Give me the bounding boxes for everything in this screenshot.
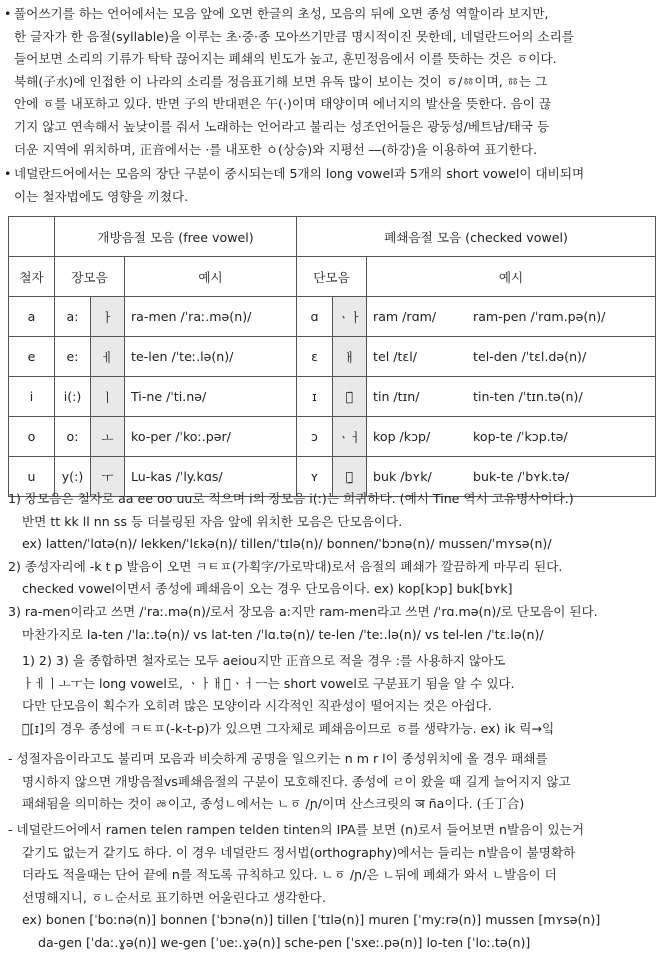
- spelling-cell: a: [9, 297, 55, 337]
- short-example-word: kop-te /ˈkɔp.tə/: [473, 429, 568, 444]
- paragraph-vowel-length: [4, 163, 656, 208]
- vowel-table: [8, 216, 656, 497]
- long-ipa-cell: a:: [55, 297, 91, 337]
- note-line: checked vowel이면서 종성에 폐쇄음이 오는 경우 단모음이다. ex) kop[kɔp] buk[bʏk]: [22, 581, 513, 597]
- long-example-cell: Ti-ne /ˈti.nə/: [125, 377, 297, 417]
- text-line: 이는 철자법에도 영향을 끼쳤다.: [14, 188, 189, 204]
- col-example: 예시: [367, 257, 656, 297]
- short-example-word: tel /tɛl/: [373, 349, 417, 364]
- short-example-cell: [367, 417, 656, 457]
- note-line: 2) 종성자리에 -k t p 발음이 오면 ㅋㅌㅍ(가획字/가로막대)로서 음절의 폐쇄가 깔끔하게 마무리 된다.: [8, 558, 563, 574]
- short-hangul-cell: ㆍㅓ: [333, 417, 367, 457]
- short-ipa-cell: ɔ: [297, 417, 333, 457]
- note-line: 1) 장모음은 철자로 aa ee oo uu로 적으며 i의 장모음 i(:)는 희귀하다. (예시 Tine 역시 고유명사이다.): [8, 491, 574, 506]
- short-example-word: buk-te /ˈbʏk.tə/: [473, 469, 570, 484]
- text-line: 기지 않고 연속해서 높낮이를 줘서 노래하는 언어라고 불리는 성조언어들은 광둥성/베트남/태국 등: [14, 118, 550, 134]
- short-hangul-cell: ㅣ̈: [333, 377, 367, 417]
- text-line: 더운 지역에 위치하며, 正音에서는 ·를 내포한 ㆁ(상승)와 지평선 ―(하강)을 이용하여 표기한다.: [14, 141, 538, 157]
- long-ipa-cell: y(:): [55, 457, 91, 497]
- short-hangul-cell: ㆍㅏ: [333, 297, 367, 337]
- spelling-cell: o: [9, 417, 55, 457]
- dash-line: da-gen [ˈdaː.ɣə(n)] we-gen [ˈʋeː.ɣə(n)] sche-pen [ˈsxeː.pə(n)] lo-ten [ˈloː.tə(n)]: [38, 934, 531, 950]
- long-example-cell: Lu-kas /ˈly.kɑs/: [125, 457, 297, 497]
- dash-line: - 네덜란드어에서 ramen telen rampen telden tinten의 IPA를 보면 (n)로서 들어보면 n발음이 있는거: [8, 822, 584, 837]
- table-row: [9, 297, 656, 337]
- note-line: 3) ra-men이라고 쓰면 /ˈraː.mə(n)/로서 장모음 a:지만 ram-men라고 쓰면 /ˈrɑ.mə(n)/로 단모음이 된다.: [8, 603, 598, 619]
- spelling-cell: u: [9, 457, 55, 497]
- short-example-word: ram /rɑm/: [373, 309, 437, 324]
- dash-line: - 성절자음이라고도 불리며 모음과 비슷하게 공명을 일으키는 n m r l이 종성위치에 올 경우 패쇄를: [8, 751, 548, 766]
- table-row: [9, 337, 656, 377]
- bullet-dot: •: [4, 166, 12, 181]
- text-line: 북해(子水)에 인접한 이 나라의 소리를 정음표기해 보면 유독 많이 보이는 것이 ㆆ/ㆅ이며, ㆅ는 그: [14, 73, 548, 89]
- long-example-cell: te-len /ˈteː.lə(n)/: [125, 337, 297, 377]
- text-line: 안에 ㆆ를 내포하고 있다. 반면 子의 반대편은 午(·)이며 태양이며 에너지의 발산을 뜻한다. 음이 끊: [14, 96, 552, 112]
- dash-line: 더라도 적을때는 단어 끝에 n를 적도록 규칙하고 있다. ㄴㆆ /ɲ/은 ㄴ뒤에 폐쇄가 와서 ㄴ발음이 더: [22, 867, 557, 883]
- long-ipa-cell: o:: [55, 417, 91, 457]
- note-line: 반면 tt kk ll nn ss 등 더블링된 자음 앞에 위치한 모음은 단모음이다.: [22, 513, 403, 529]
- long-hangul-cell: ㅜ: [91, 457, 125, 497]
- col-short-vowel: 단모음: [297, 257, 367, 297]
- short-example-word: tin /tɪn/: [373, 389, 420, 404]
- short-example-word: buk /bʏk/: [373, 469, 432, 484]
- short-ipa-cell: ɑ: [297, 297, 333, 337]
- short-example-word: ram-pen /ˈrɑm.pə(n)/: [473, 309, 606, 324]
- short-ipa-cell: ɛ: [297, 337, 333, 377]
- dash-line: 선명해지니, ㆆㄴ순서로 표기하면 어울린다고 생각한다.: [22, 889, 326, 905]
- dash-line: 같기도 없는거 같기도 하다. 이 경우 네덜란드 정서법(orthography)에서는 들리는 n발음이 불명확하: [22, 844, 576, 860]
- col-example: 예시: [125, 257, 297, 297]
- short-hangul-cell: ㅐ: [333, 337, 367, 377]
- header-free-vowel: 개방음절 모음 (free vowel): [55, 217, 297, 257]
- short-ipa-cell: ʏ: [297, 457, 333, 497]
- numbered-notes: [8, 488, 656, 646]
- summary-line: 1) 2) 3) 을 종합하면 철자로는 모두 aeiou지만 正音으로 적을 경우 :를 사용하지 않아도: [22, 653, 506, 668]
- text-line: 풀어쓰기를 하는 언어에서는 모음 앞에 오면 한글의 초성, 모음의 뒤에 오면 종성 역할이라 보지만,: [14, 6, 549, 21]
- short-example-word: kop /kɔp/: [373, 429, 431, 444]
- col-spelling: 철자: [9, 257, 55, 297]
- summary-line: ㅣ̈[ɪ]의 경우 종성에 ㅋㅌㅍ(-k-t-p)가 있으면 그자체로 폐쇄음이므로 ㆆ를 생략가능. ex) ik 릭→잌: [22, 720, 555, 736]
- dash-note-syllabic-consonants: [8, 748, 656, 816]
- dash-line: 명시하지 않으면 개방음절vs폐쇄음절의 구분이 모호해진다. 종성에 ㄹ이 왔을 때 길게 늘어지지 않고: [22, 773, 571, 789]
- bullet-dot: •: [4, 6, 12, 21]
- text-line: 들어보면 소리의 기류가 탁탁 끊어지는 폐쇄의 빈도가 높고, 훈민정음에서 이를 뜻하는 것은 ㆆ이다.: [14, 51, 557, 67]
- short-hangul-cell: ㅡ̱: [333, 457, 367, 497]
- short-example-cell: [367, 377, 656, 417]
- short-ipa-cell: ɪ: [297, 377, 333, 417]
- long-example-cell: ra-men /ˈraː.mə(n)/: [125, 297, 297, 337]
- paragraph-syllable-closure: [4, 3, 656, 161]
- dash-line: 패쇄됨을 의미하는 것이 ㅀ이고, 종성ㄴ에서는 ㄴㆆ /ɲ/이며 산스크릿의 ञ ña이다. (壬丁合): [22, 796, 525, 812]
- dash-line: ex) bonen [ˈboːnə(n)] bonnen [ˈbɔnə(n)] tillen [ˈtɪlə(n)] muren [ˈmyːrə(n)] mussen [mʏsə(n)]: [22, 912, 601, 928]
- table-row: [9, 417, 656, 457]
- long-hangul-cell: ㅏ: [91, 297, 125, 337]
- dash-note-final-n: [8, 819, 656, 955]
- text-line: 네덜란드어에서는 모음의 장단 구분이 중시되는데 5개의 long vowel과 5개의 short vowel이 대비되며: [14, 166, 585, 181]
- spelling-cell: i: [9, 377, 55, 417]
- long-ipa-cell: e:: [55, 337, 91, 377]
- short-example-word: tel-den /ˈtɛl.də(n)/: [473, 349, 587, 364]
- long-example-cell: ko-per /ˈkoː.pər/: [125, 417, 297, 457]
- col-long-vowel: 장모음: [55, 257, 125, 297]
- short-example-word: tin-ten /ˈtɪn.tə(n)/: [473, 389, 583, 404]
- short-example-cell: [367, 297, 656, 337]
- long-hangul-cell: ㅣ: [91, 377, 125, 417]
- summary-line: ㅏㅔㅣㅗㅜ는 long vowel로, ㆍㅏㅐㅣ̈ㆍㅓㅡ는 short vowel로 구분표기 됨을 알 수 있다.: [22, 675, 515, 691]
- note-line: 마찬가지로 la-ten /ˈlaː.tə(n)/ vs lat-ten /ˈlɑ.tə(n)/ te-len /ˈteː.lə(n)/ vs tel-len /ˈtɛ.lə(n)/: [22, 626, 544, 642]
- summary-line: 다만 단모음이 획수가 오히려 많은 모양이라 시각적인 직관성이 떨어지는 것은 아쉽다.: [22, 698, 492, 714]
- note-line: ex) latten/ˈlɑtə(n)/ lekken/ˈlɛkə(n)/ tillen/ˈtɪlə(n)/ bonnen/ˈbɔnə(n)/ mussen/ˈmʏsə(n)/: [22, 536, 552, 552]
- text-line: 한 글자가 한 음절(syllable)을 이루는 초·중·종 모아쓰기만큼 명시적이진 못한데, 네덜란드어의 소리를: [14, 28, 574, 44]
- long-ipa-cell: i(:): [55, 377, 91, 417]
- spelling-cell: e: [9, 337, 55, 377]
- summary-block: [8, 650, 656, 740]
- table-row: [9, 377, 656, 417]
- long-hangul-cell: ㅔ: [91, 337, 125, 377]
- table-header-row: [9, 217, 656, 257]
- table-subheader-row: [9, 257, 656, 297]
- header-blank: [9, 217, 55, 257]
- short-example-cell: [367, 337, 656, 377]
- long-hangul-cell: ㅗ: [91, 417, 125, 457]
- header-checked-vowel: 폐쇄음절 모음 (checked vowel): [297, 217, 656, 257]
